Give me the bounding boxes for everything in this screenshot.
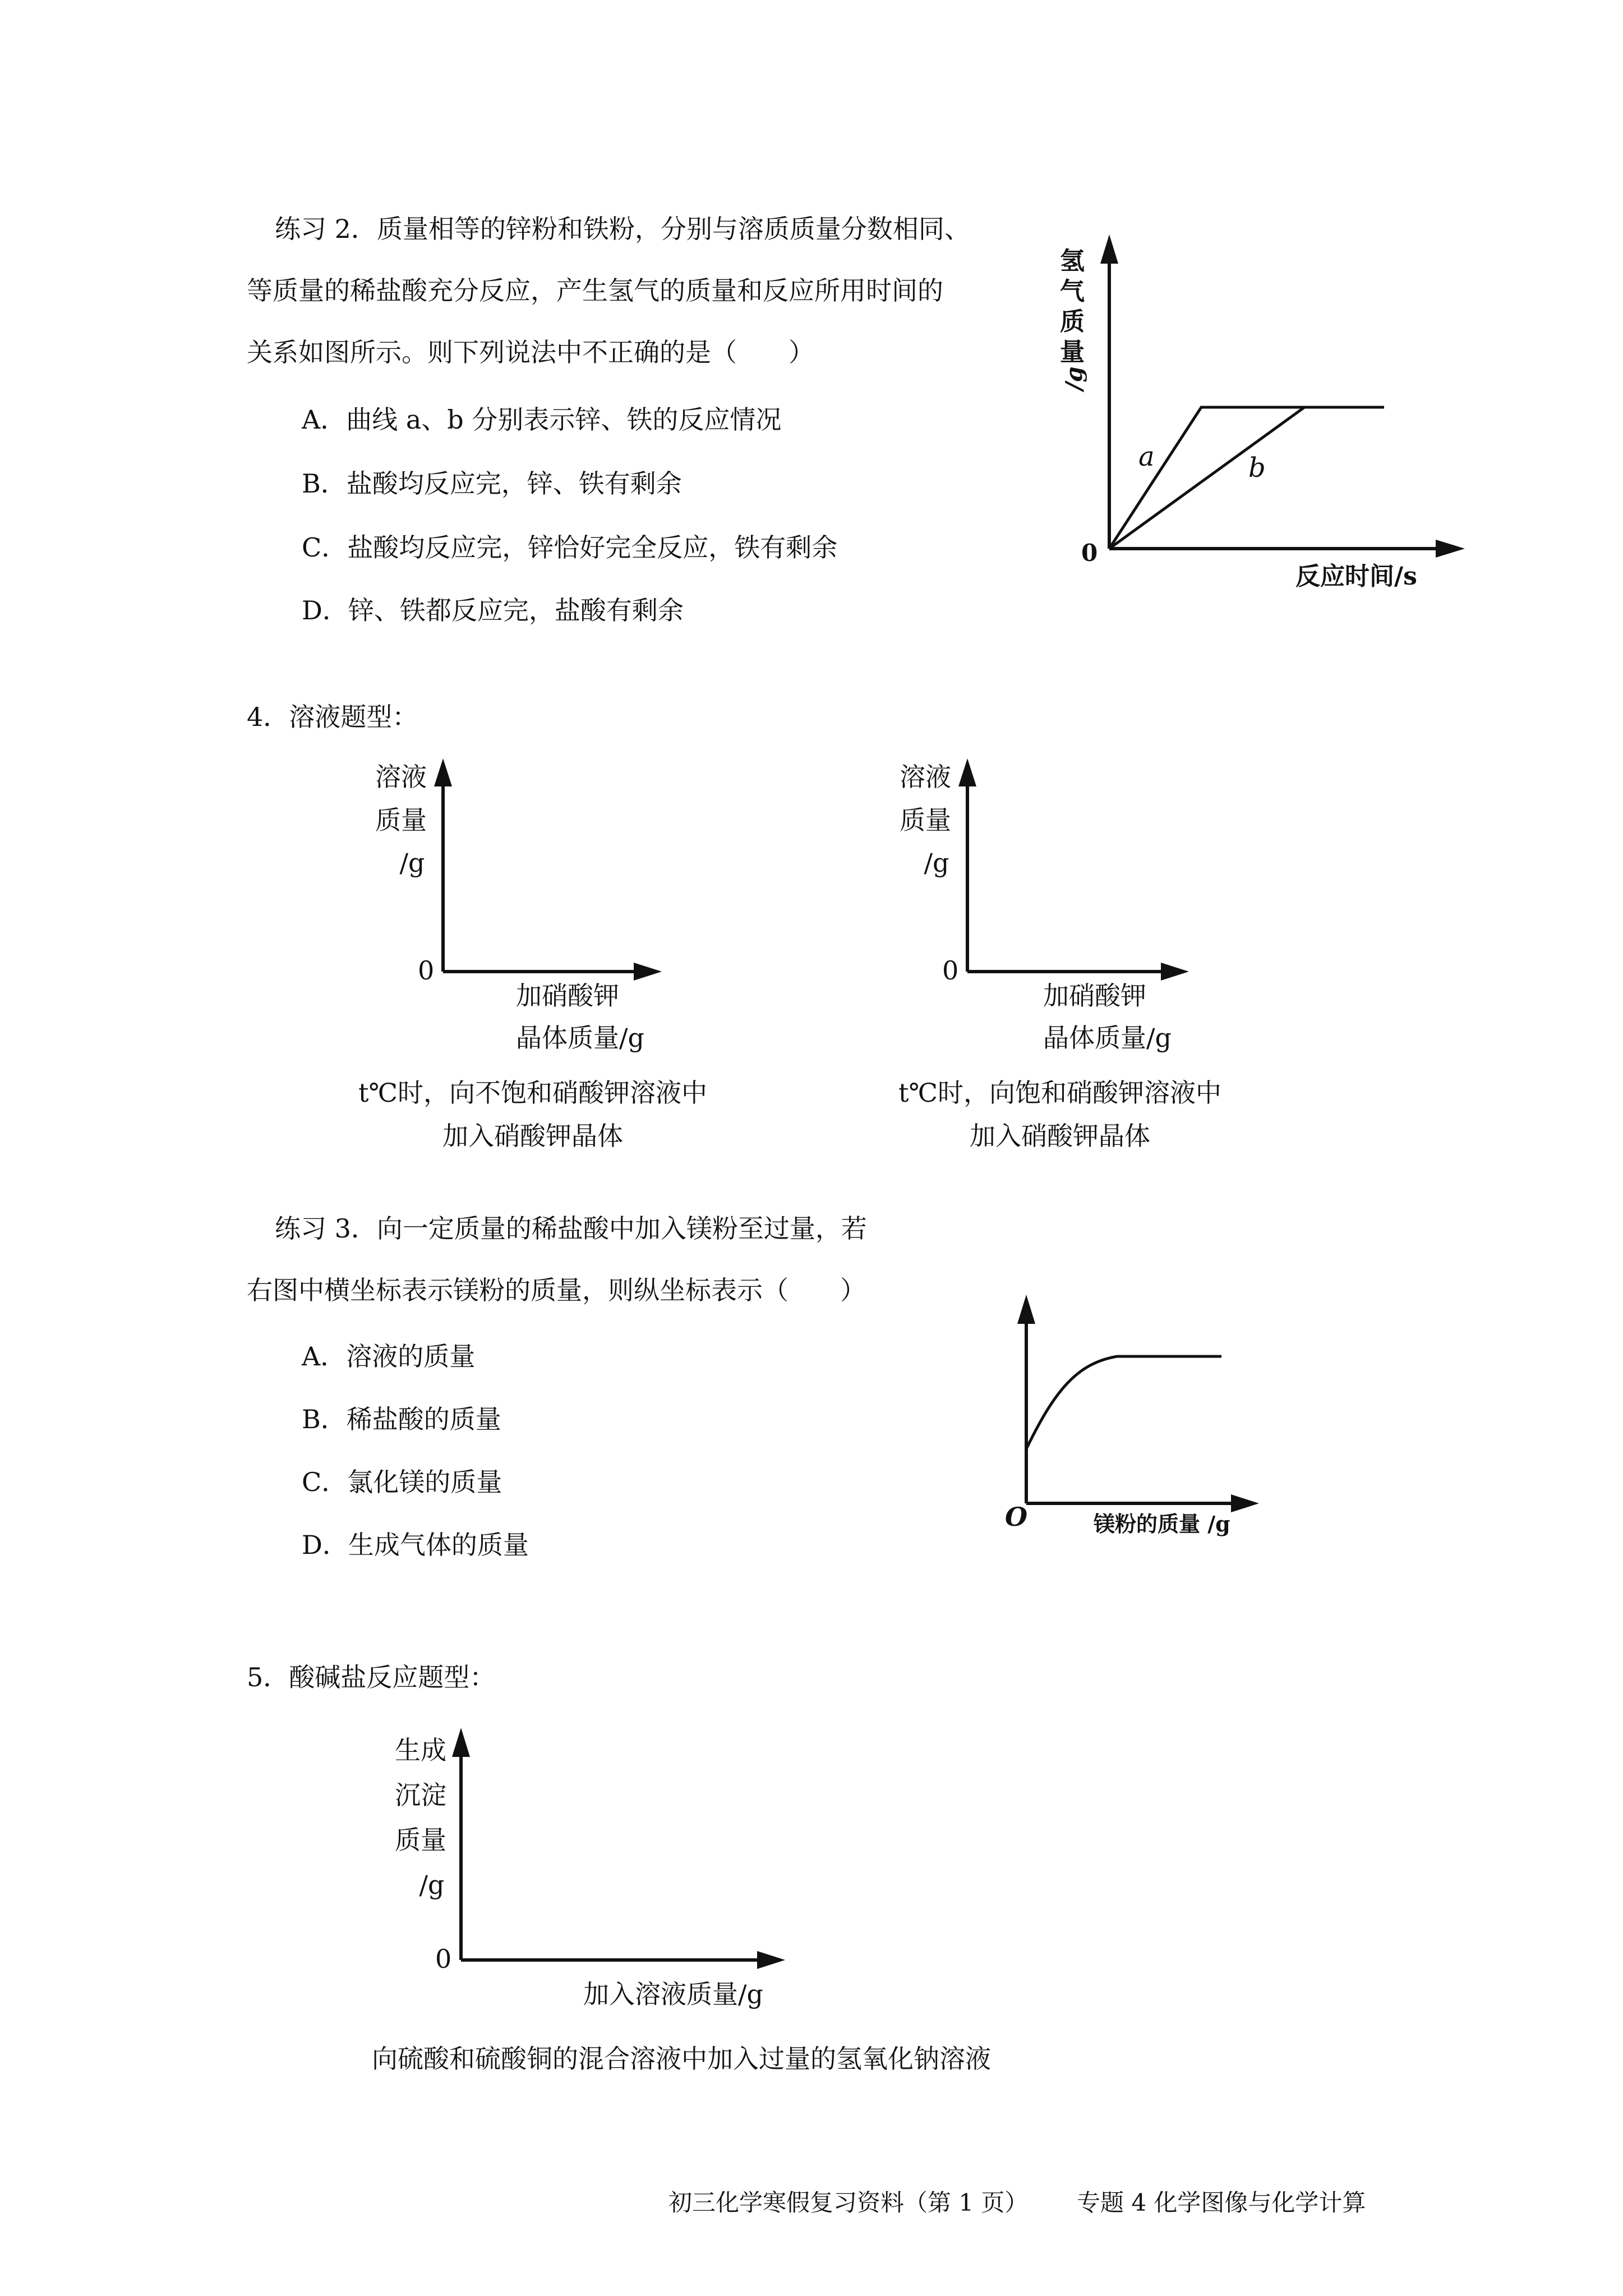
- magnesium-chart: [1005, 1295, 1259, 1536]
- chart1-ylabel-2: 质量: [375, 805, 427, 835]
- chart5-ylabel-3: 质量: [395, 1825, 446, 1855]
- chart5-ylabel-4: /g: [419, 1870, 445, 1900]
- magnesium-chart-origin: O: [1005, 1502, 1028, 1532]
- precipitate-chart: [452, 1728, 785, 1969]
- magnesium-chart-y-arrowhead: [1017, 1295, 1035, 1324]
- magnesium-chart-xlabel: 镁粉的质量 /g: [1094, 1511, 1230, 1536]
- chart5-origin: 0: [435, 1944, 452, 1974]
- chart1-ylabel-3: /g: [399, 848, 425, 878]
- curve-a-label: a: [1138, 441, 1155, 472]
- exercise3-line1: 练习 3．向一定质量的稀盐酸中加入镁粉至过量，若: [275, 1213, 867, 1244]
- footer-left: 初三化学寒假复习资料（第 1 页）: [668, 2189, 1029, 2216]
- hydrogen-chart-ylabel-5: /g: [1061, 366, 1087, 390]
- chart2-ylabel-2: 质量: [900, 805, 951, 835]
- exercise2-line1: 练习 2．质量相等的锌粉和铁粉，分别与溶质质量分数相同、: [275, 214, 970, 244]
- footer-right: 专题 4 化学图像与化学计算: [1077, 2189, 1366, 2216]
- chart2-x-arrowhead: [1161, 963, 1189, 981]
- chart2-ylabel-3: /g: [924, 848, 949, 878]
- exercise3-option-c: C．氯化镁的质量: [302, 1467, 502, 1497]
- curve-b-label: b: [1248, 452, 1266, 484]
- chart5-x-arrowhead: [757, 1951, 785, 1969]
- chart1-xlabel-2: 晶体质量/g: [516, 1023, 644, 1053]
- exercise2-option-d: D．锌、铁都反应完，盐酸有剩余: [302, 595, 684, 625]
- exercise3-line2: 右图中横坐标表示镁粉的质量，则纵坐标表示（ ）: [247, 1275, 866, 1305]
- chart2-origin: 0: [942, 955, 959, 986]
- hydrogen-chart-ylabel-3: 质: [1060, 307, 1085, 336]
- hydrogen-chart-ylabel-1: 氢: [1060, 247, 1085, 275]
- curve-a-line: [1109, 407, 1384, 549]
- hydrogen-chart-origin: 0: [1081, 539, 1098, 567]
- exercise2-line2: 等质量的稀盐酸充分反应，产生氢气的质量和反应所用时间的: [247, 275, 943, 306]
- curve-b-line: [1109, 407, 1304, 549]
- chart1-caption-2: 加入硝酸钾晶体: [442, 1121, 623, 1151]
- chart5-y-arrowhead: [452, 1728, 470, 1757]
- chart1-ylabel-1: 溶液: [375, 762, 427, 792]
- hydrogen-chart-xlabel: 反应时间/s: [1295, 562, 1417, 591]
- chart1-caption-1: t℃时，向不饱和硝酸钾溶液中: [358, 1078, 707, 1108]
- solution-chart-saturated: [958, 758, 1189, 981]
- hydrogen-chart-ylabel-4: 量: [1060, 338, 1085, 366]
- hydrogen-chart-ylabel-2: 气: [1060, 277, 1085, 306]
- chart2-xlabel-1: 加硝酸钾: [1043, 981, 1146, 1011]
- chart1-origin: 0: [418, 955, 435, 986]
- chart1-y-arrowhead: [434, 758, 452, 786]
- chart2-y-arrowhead: [958, 758, 976, 786]
- exercise2-line3: 关系如图所示。则下列说法中不正确的是（ ）: [247, 337, 814, 367]
- magnesium-curve: [1026, 1356, 1221, 1449]
- exercise3-option-b: B．稀盐酸的质量: [302, 1404, 501, 1434]
- magnesium-chart-x-arrowhead: [1231, 1494, 1259, 1512]
- section4-heading: 4．溶液题型：: [247, 702, 418, 732]
- chart5-xlabel: 加入溶液质量/g: [583, 1979, 763, 2009]
- chart2-caption-1: t℃时，向饱和硝酸钾溶液中: [898, 1078, 1221, 1108]
- chart2-ylabel-1: 溶液: [900, 762, 951, 792]
- solution-chart-unsaturated: [434, 758, 662, 981]
- chart5-ylabel-2: 沉淀: [395, 1780, 446, 1810]
- chart5-ylabel-1: 生成: [395, 1735, 446, 1765]
- exercise2-option-a: A．曲线 a、b 分别表示锌、铁的反应情况: [302, 404, 782, 435]
- hydrogen-chart-x-arrowhead: [1436, 540, 1465, 558]
- exercise2-option-b: B．盐酸均反应完，锌、铁有剩余: [302, 468, 682, 499]
- chart1-x-arrowhead: [634, 963, 662, 981]
- exercise3-option-a: A．溶液的质量: [302, 1341, 476, 1372]
- hydrogen-chart: [1060, 234, 1465, 591]
- exercise2-option-c: C．盐酸均反应完，锌恰好完全反应，铁有剩余: [302, 532, 838, 563]
- exercise3-option-d: D．生成气体的质量: [302, 1530, 529, 1560]
- chart2-caption-2: 加入硝酸钾晶体: [970, 1121, 1150, 1151]
- hydrogen-chart-y-arrowhead: [1100, 234, 1118, 264]
- chart1-xlabel-1: 加硝酸钾: [516, 981, 619, 1011]
- chart2-xlabel-2: 晶体质量/g: [1043, 1023, 1172, 1053]
- section5-heading: 5．酸碱盐反应题型：: [247, 1662, 496, 1692]
- chart5-caption: 向硫酸和硫酸铜的混合溶液中加入过量的氢氧化钠溶液: [372, 2044, 991, 2074]
